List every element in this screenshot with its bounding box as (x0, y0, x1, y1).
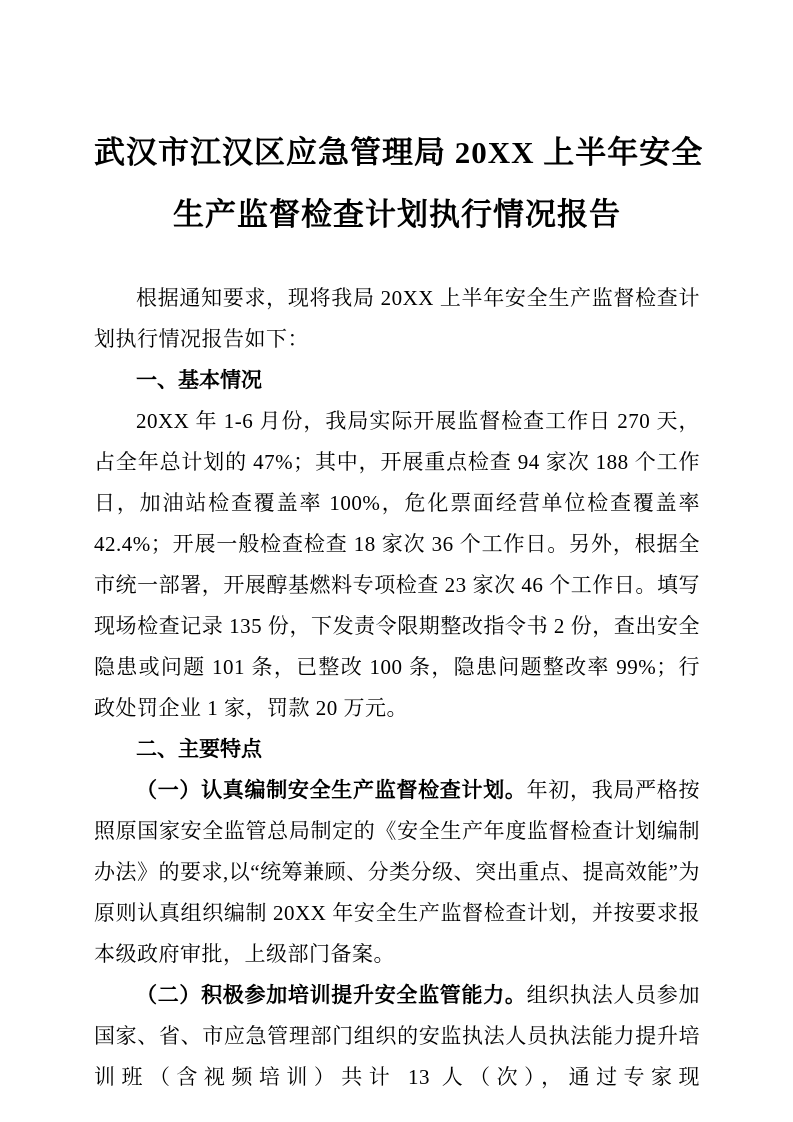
point-2-text: 组织执法人员参加国家、省、市应急管理部门组织的安监执法人员执法能力提升培训班（含视频培训）共计 13 人（次），通过专家现 (94, 983, 701, 1089)
point-2-lead: （二）积极参加培训提升安全监管能力。 (136, 983, 527, 1007)
point-1-lead: （一）认真编制安全生产监督检查计划。 (136, 778, 527, 802)
point-1-text: 年初，我局严格按照原国家安全监管总局制定的《安全生产年度监督检查计划编制办法》的要求,以“统筹兼顾、分类分级、突出重点、提高效能”为原则认真组织编制 20XX 年安全生产监督检查计划，并按要求报本级政府审批，上级部门备案。 (94, 778, 701, 966)
point-2-paragraph (94, 975, 700, 1098)
document-title (94, 122, 704, 246)
title-line-2: 生产监督检查计划执行情况报告 (173, 197, 621, 232)
section-1-paragraph: 20XX 年 1-6 月份，我局实际开展监督检查工作日 270 天，占全年总计划的 47%；其中，开展重点检查 94 家次 188 个工作日，加油站检查覆盖率 100%，危化票面经营单位检查覆盖率 42.4%；开展一般检查检查 18 家次 36 个工作日。另外，根据全市统一部署，开展醇基燃料专项检查 23 家次 46 个工作日。填写现场检查记录 135 份，下发责令限期整改指令书 2 份，查出安全隐患或问题 101 条，已整改 100 条，隐患问题整改率 99%；行政处罚企业 1 家，罚款 20 万元。 (94, 409, 700, 720)
section-2-heading: 二、主要特点 (136, 738, 262, 761)
point-1-paragraph (94, 770, 700, 975)
title-line-1: 武汉市江汉区应急管理局 20XX 上半年安全 (94, 135, 704, 170)
intro-paragraph: 根据通知要求，现将我局 20XX 上半年安全生产监督检查计划执行情况报告如下： (94, 286, 700, 351)
section-1-heading: 一、基本情况 (136, 369, 262, 392)
